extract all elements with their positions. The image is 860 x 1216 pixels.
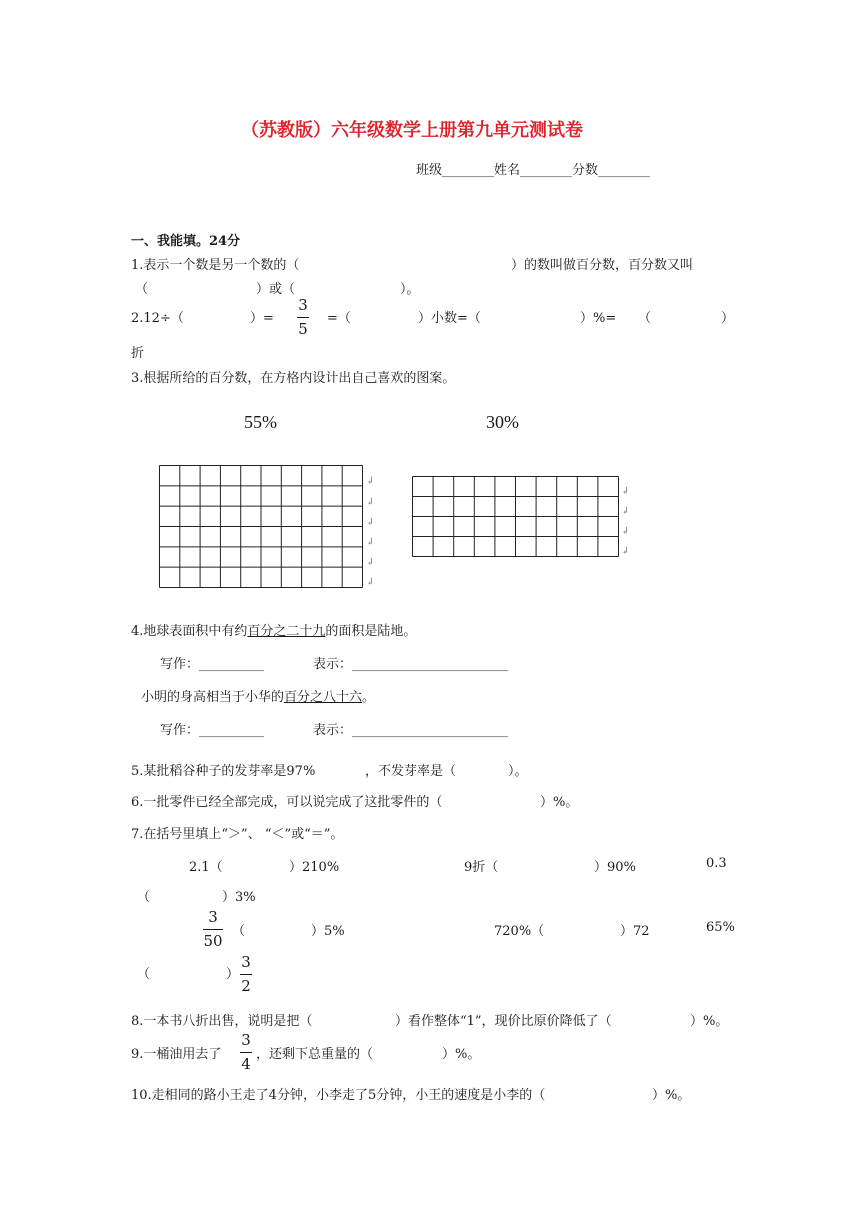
page-title: （苏教版）六年级数学上册第九单元测试卷 [241,120,583,141]
section-heading: 一、我能填。24分 [131,234,241,249]
student-info-line: 班级________姓名________分数________ [416,163,651,178]
fraction-3-4: 3 4 [241,1031,251,1073]
design-grid-55[interactable] [159,465,363,588]
fraction-3-2: 3 2 [241,953,251,995]
fraction-3-5: 3 5 [298,296,308,338]
design-grid-30[interactable] [412,476,619,557]
fraction-3-50: 3 50 [203,908,223,950]
question-3: 3.根据所给的百分数，在方格内设计出自己喜欢的图案。 [131,371,456,386]
percent-label-30: 30% [486,412,519,432]
percent-label-55: 55% [244,412,277,432]
